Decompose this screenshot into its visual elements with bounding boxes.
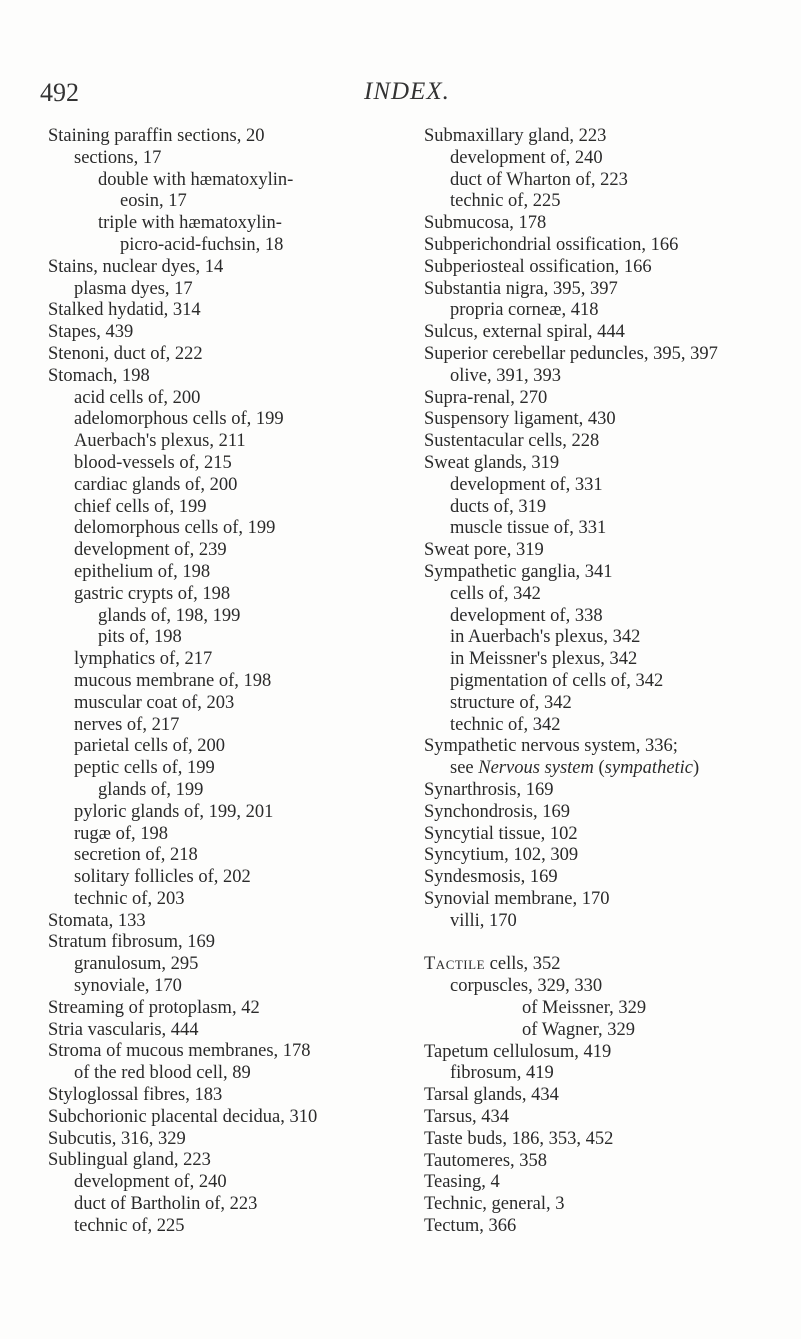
index-column-right xyxy=(424,126,796,1238)
index-entry: parietal cells of, 200 xyxy=(74,736,226,757)
index-entry: see Nervous system (sympathetic) xyxy=(450,758,700,779)
index-entry: of Wagner, 329 xyxy=(522,1019,636,1040)
index-entry: duct of Wharton of, 223 xyxy=(450,169,628,190)
section-gap xyxy=(424,932,796,954)
index-entry: propria corneæ, 418 xyxy=(450,300,599,321)
index-entry: Streaming of protoplasm, 42 xyxy=(48,997,260,1018)
index-entry: granulosum, 295 xyxy=(74,954,199,975)
index-entry: adelomorphous cells of, 199 xyxy=(74,409,284,430)
index-entry: Stalked hydatid, 314 xyxy=(48,300,201,321)
index-entry: cardiac glands of, 200 xyxy=(74,474,238,495)
index-entry: development of, 239 xyxy=(74,540,227,561)
index-entry: synoviale, 170 xyxy=(74,976,182,997)
index-entry: Sweat pore, 319 xyxy=(424,540,544,561)
index-entry: development of, 331 xyxy=(450,474,603,495)
index-entry: Tautomeres, 358 xyxy=(424,1150,548,1171)
index-entry: glands of, 199 xyxy=(98,779,204,800)
page-number: 492 xyxy=(40,78,79,107)
index-entry: double with hæmatoxylin- xyxy=(98,169,294,190)
index-entry: sections, 17 xyxy=(74,147,162,168)
index-entry: Staining paraffin sections, 20 xyxy=(48,126,265,146)
index-entry: Synovial membrane, 170 xyxy=(424,888,610,909)
index-entry: in Auerbach's plexus, 342 xyxy=(450,627,641,648)
index-entry: pyloric glands of, 199, 201 xyxy=(74,801,274,822)
index-entry: Syncytial tissue, 102 xyxy=(424,823,578,844)
index-entry: Synarthrosis, 169 xyxy=(424,779,554,800)
index-entry: muscle tissue of, 331 xyxy=(450,518,607,539)
index-entry: olive, 391, 393 xyxy=(450,365,561,386)
index-entry: solitary follicles of, 202 xyxy=(74,867,251,888)
index-entry: Auerbach's plexus, 211 xyxy=(74,431,246,452)
index-entry: plasma dyes, 17 xyxy=(74,278,193,299)
index-column-left xyxy=(48,126,398,1238)
index-entry: triple with hæmatoxylin- xyxy=(98,213,282,234)
index-entry: Stria vascularis, 444 xyxy=(48,1019,199,1040)
index-entry: Submaxillary gland, 223 xyxy=(424,126,607,146)
index-entry: delomorphous cells of, 199 xyxy=(74,518,276,539)
index-entry: Suspensory ligament, 430 xyxy=(424,409,616,430)
index-entry: Tactile cells, 352 xyxy=(424,954,561,975)
index-entry: Superior cerebellar peduncles, 395, 397 xyxy=(424,343,718,364)
running-head: INDEX. xyxy=(364,78,450,105)
index-entry: Sympathetic nervous system, 336; xyxy=(424,736,678,757)
index-entry: pits of, 198 xyxy=(98,627,182,648)
index-entry: Syndesmosis, 169 xyxy=(424,867,558,888)
index-entry: gastric crypts of, 198 xyxy=(74,583,231,604)
index-entry: Sympathetic ganglia, 341 xyxy=(424,561,613,582)
index-entry: Stomata, 133 xyxy=(48,910,146,931)
index-entry: Subperichondrial ossification, 166 xyxy=(424,234,679,255)
index-entry: Stomach, 198 xyxy=(48,365,150,386)
index-entry: Taste buds, 186, 353, 452 xyxy=(424,1128,614,1149)
index-entry: Stroma of mucous membranes, 178 xyxy=(48,1041,311,1062)
index-entry: of the red blood cell, 89 xyxy=(74,1063,251,1084)
index-entry: peptic cells of, 199 xyxy=(74,758,215,779)
index-entry: picro-acid-fuchsin, 18 xyxy=(120,234,284,255)
index-entry: Tarsus, 434 xyxy=(424,1107,510,1128)
index-entry: Sweat glands, 319 xyxy=(424,452,560,473)
index-entry: technic of, 225 xyxy=(450,191,561,212)
index-entry: epithelium of, 198 xyxy=(74,561,211,582)
index-entry: Technic, general, 3 xyxy=(424,1194,565,1215)
index-entry: development of, 338 xyxy=(450,605,603,626)
index-entry: technic of, 225 xyxy=(74,1215,185,1236)
index-entry: Submucosa, 178 xyxy=(424,213,547,234)
index-entry: Supra-renal, 270 xyxy=(424,387,548,408)
index-entry: villi, 170 xyxy=(450,910,517,931)
index-entry: Stapes, 439 xyxy=(48,322,134,343)
index-entry: glands of, 198, 199 xyxy=(98,605,241,626)
index-entry: Stains, nuclear dyes, 14 xyxy=(48,256,224,277)
index-entry: technic of, 342 xyxy=(450,714,561,735)
index-entry: mucous membrane of, 198 xyxy=(74,670,272,691)
index-entry: rugæ of, 198 xyxy=(74,823,169,844)
index-entry: Subchorionic placental decidua, 310 xyxy=(48,1106,318,1127)
index-entry: development of, 240 xyxy=(74,1172,227,1193)
index-entry: structure of, 342 xyxy=(450,692,572,713)
index-entry: Tapetum cellulosum, 419 xyxy=(424,1041,612,1062)
index-entry: eosin, 17 xyxy=(120,191,187,212)
index-entry: pigmentation of cells of, 342 xyxy=(450,670,664,691)
index-entry: technic of, 203 xyxy=(74,888,185,909)
index-entry: Subperiosteal ossification, 166 xyxy=(424,256,652,277)
index-entry: Substantia nigra, 395, 397 xyxy=(424,278,618,299)
index-entry: Syncytium, 102, 309 xyxy=(424,845,579,866)
index-entry: development of, 240 xyxy=(450,147,603,168)
index-entry: ducts of, 319 xyxy=(450,496,547,517)
index-entry: chief cells of, 199 xyxy=(74,496,207,517)
index-entry: Styloglossal fibres, 183 xyxy=(48,1085,223,1106)
index-entry: blood-vessels of, 215 xyxy=(74,452,232,473)
index-entry: duct of Bartholin of, 223 xyxy=(74,1194,258,1215)
index-entry: Stenoni, duct of, 222 xyxy=(48,343,203,364)
index-entry: secretion of, 218 xyxy=(74,845,198,866)
index-entry: nerves of, 217 xyxy=(74,714,180,735)
index-entry: Synchondrosis, 169 xyxy=(424,801,570,822)
index-entry: cells of, 342 xyxy=(450,583,541,604)
index-entry: Teasing, 4 xyxy=(424,1172,500,1193)
index-entry: of Meissner, 329 xyxy=(522,998,647,1019)
index-entry: Subcutis, 316, 329 xyxy=(48,1128,186,1149)
index-entry: Tectum, 366 xyxy=(424,1216,517,1237)
index-entry: Sustentacular cells, 228 xyxy=(424,431,600,452)
index-entry: acid cells of, 200 xyxy=(74,387,201,408)
index-entry: Sublingual gland, 223 xyxy=(48,1150,211,1171)
index-entry: lymphatics of, 217 xyxy=(74,649,213,670)
index-entry: corpuscles, 329, 330 xyxy=(450,976,603,997)
index-entry: Tarsal glands, 434 xyxy=(424,1085,559,1106)
index-entry: Sulcus, external spiral, 444 xyxy=(424,322,625,343)
index-entry: muscular coat of, 203 xyxy=(74,692,235,713)
index-entry: Stratum fibrosum, 169 xyxy=(48,932,216,953)
index-entry: in Meissner's plexus, 342 xyxy=(450,649,638,670)
index-entry: fibrosum, 419 xyxy=(450,1063,554,1084)
